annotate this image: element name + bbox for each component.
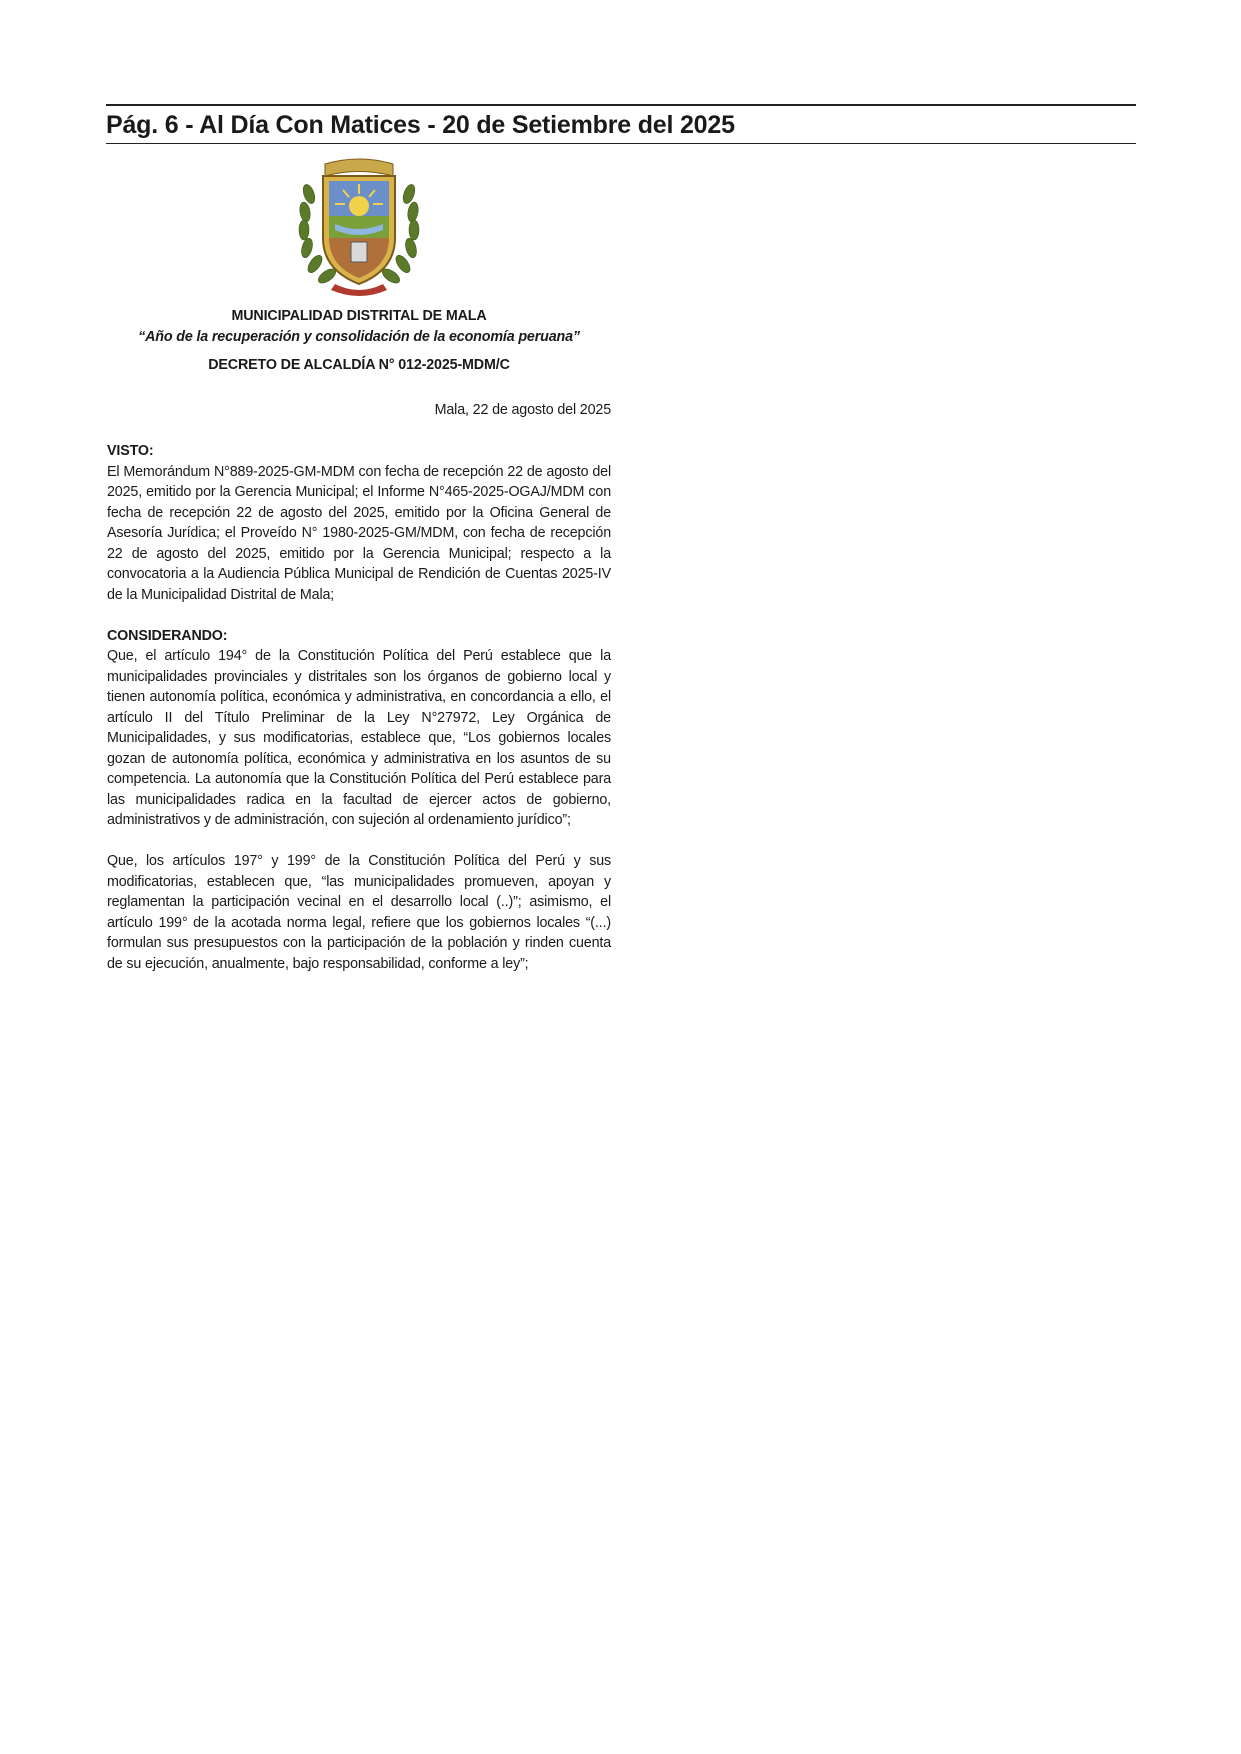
considerando-paragraph: Que, el artículo 194° de la Constitución Política del Perú establece que la municipalidades provinciales y distritales son los órganos de gobierno local y tienen autonomía política, económica y administrativa, en concordancia a ello, el artículo II del Título Preliminar de la Ley N°27972, Ley Orgánica de Municipalidades, y sus modificatorias, establece que, “Los gobiernos locales gozan de autonomía política, económica y administrativa en los asuntos de su competencia. La autonomía que la Constitución Política del Perú establece para las municipalidades radica en la facultad de ejercer actos de gobierno, administrativos y de administración, con sujeción al ordenamiento jurídico”; bbox=[107, 648, 611, 828]
municipal-crest-icon bbox=[295, 154, 423, 298]
decree-place-date: Mala, 22 de agosto del 2025 bbox=[434, 402, 611, 418]
decree-number: DECRETO DE ALCALDÍA N° 012-2025-MDM/C bbox=[208, 357, 510, 373]
considerando-heading: CONSIDERANDO: bbox=[107, 627, 228, 644]
year-motto: “Año de la recuperación y consolidación de la economía peruana” bbox=[138, 328, 580, 345]
visto-text: El Memorándum N°889-2025-GM-MDM con fecha de recepción 22 de agosto del 2025, emitido por la Gerencia Municipal; el Informe N°465-2025-OGAJ/MDM con fecha de recepción 22 de agosto del 2025, emitido por la Oficina General de Asesoría Jurídica; el Proveído N° 1980-2025-GM/MDM, con fecha de recepción 22 de agosto del 2025, emitido por la Gerencia Municipal; respecto a la convocatoria a la Audiencia Pública Municipal de Rendición de Cuentas 2025-IV de la Municipalidad Distrital de Mala; bbox=[107, 463, 611, 603]
page-header: Pág. 6 - Al Día Con Matices - 20 de Setiembre del 2025 bbox=[106, 111, 735, 139]
header-bottom-rule bbox=[106, 143, 1136, 144]
left-column bbox=[107, 147, 611, 995]
visto-heading: VISTO: bbox=[107, 443, 154, 459]
header-top-rule bbox=[106, 104, 1136, 106]
considerando-paragraph: Que, los artículos 197° y 199° de la Constitución Política del Perú y sus modificatorias, establecen que, “las municipalidades promueven, apoyan y reglamentan la participación vecinal en el desarrollo local (..)”; asimismo, el artículo 199° de la acotada norma legal, refiere que los gobiernos locales “(...) formulan sus presupuestos con la participación de la población y rinden cuenta de su ejecución, anualmente, bajo responsabilidad, conforme a ley”; bbox=[107, 853, 611, 972]
municipality-name: MUNICIPALIDAD DISTRITAL DE MALA bbox=[231, 308, 487, 324]
